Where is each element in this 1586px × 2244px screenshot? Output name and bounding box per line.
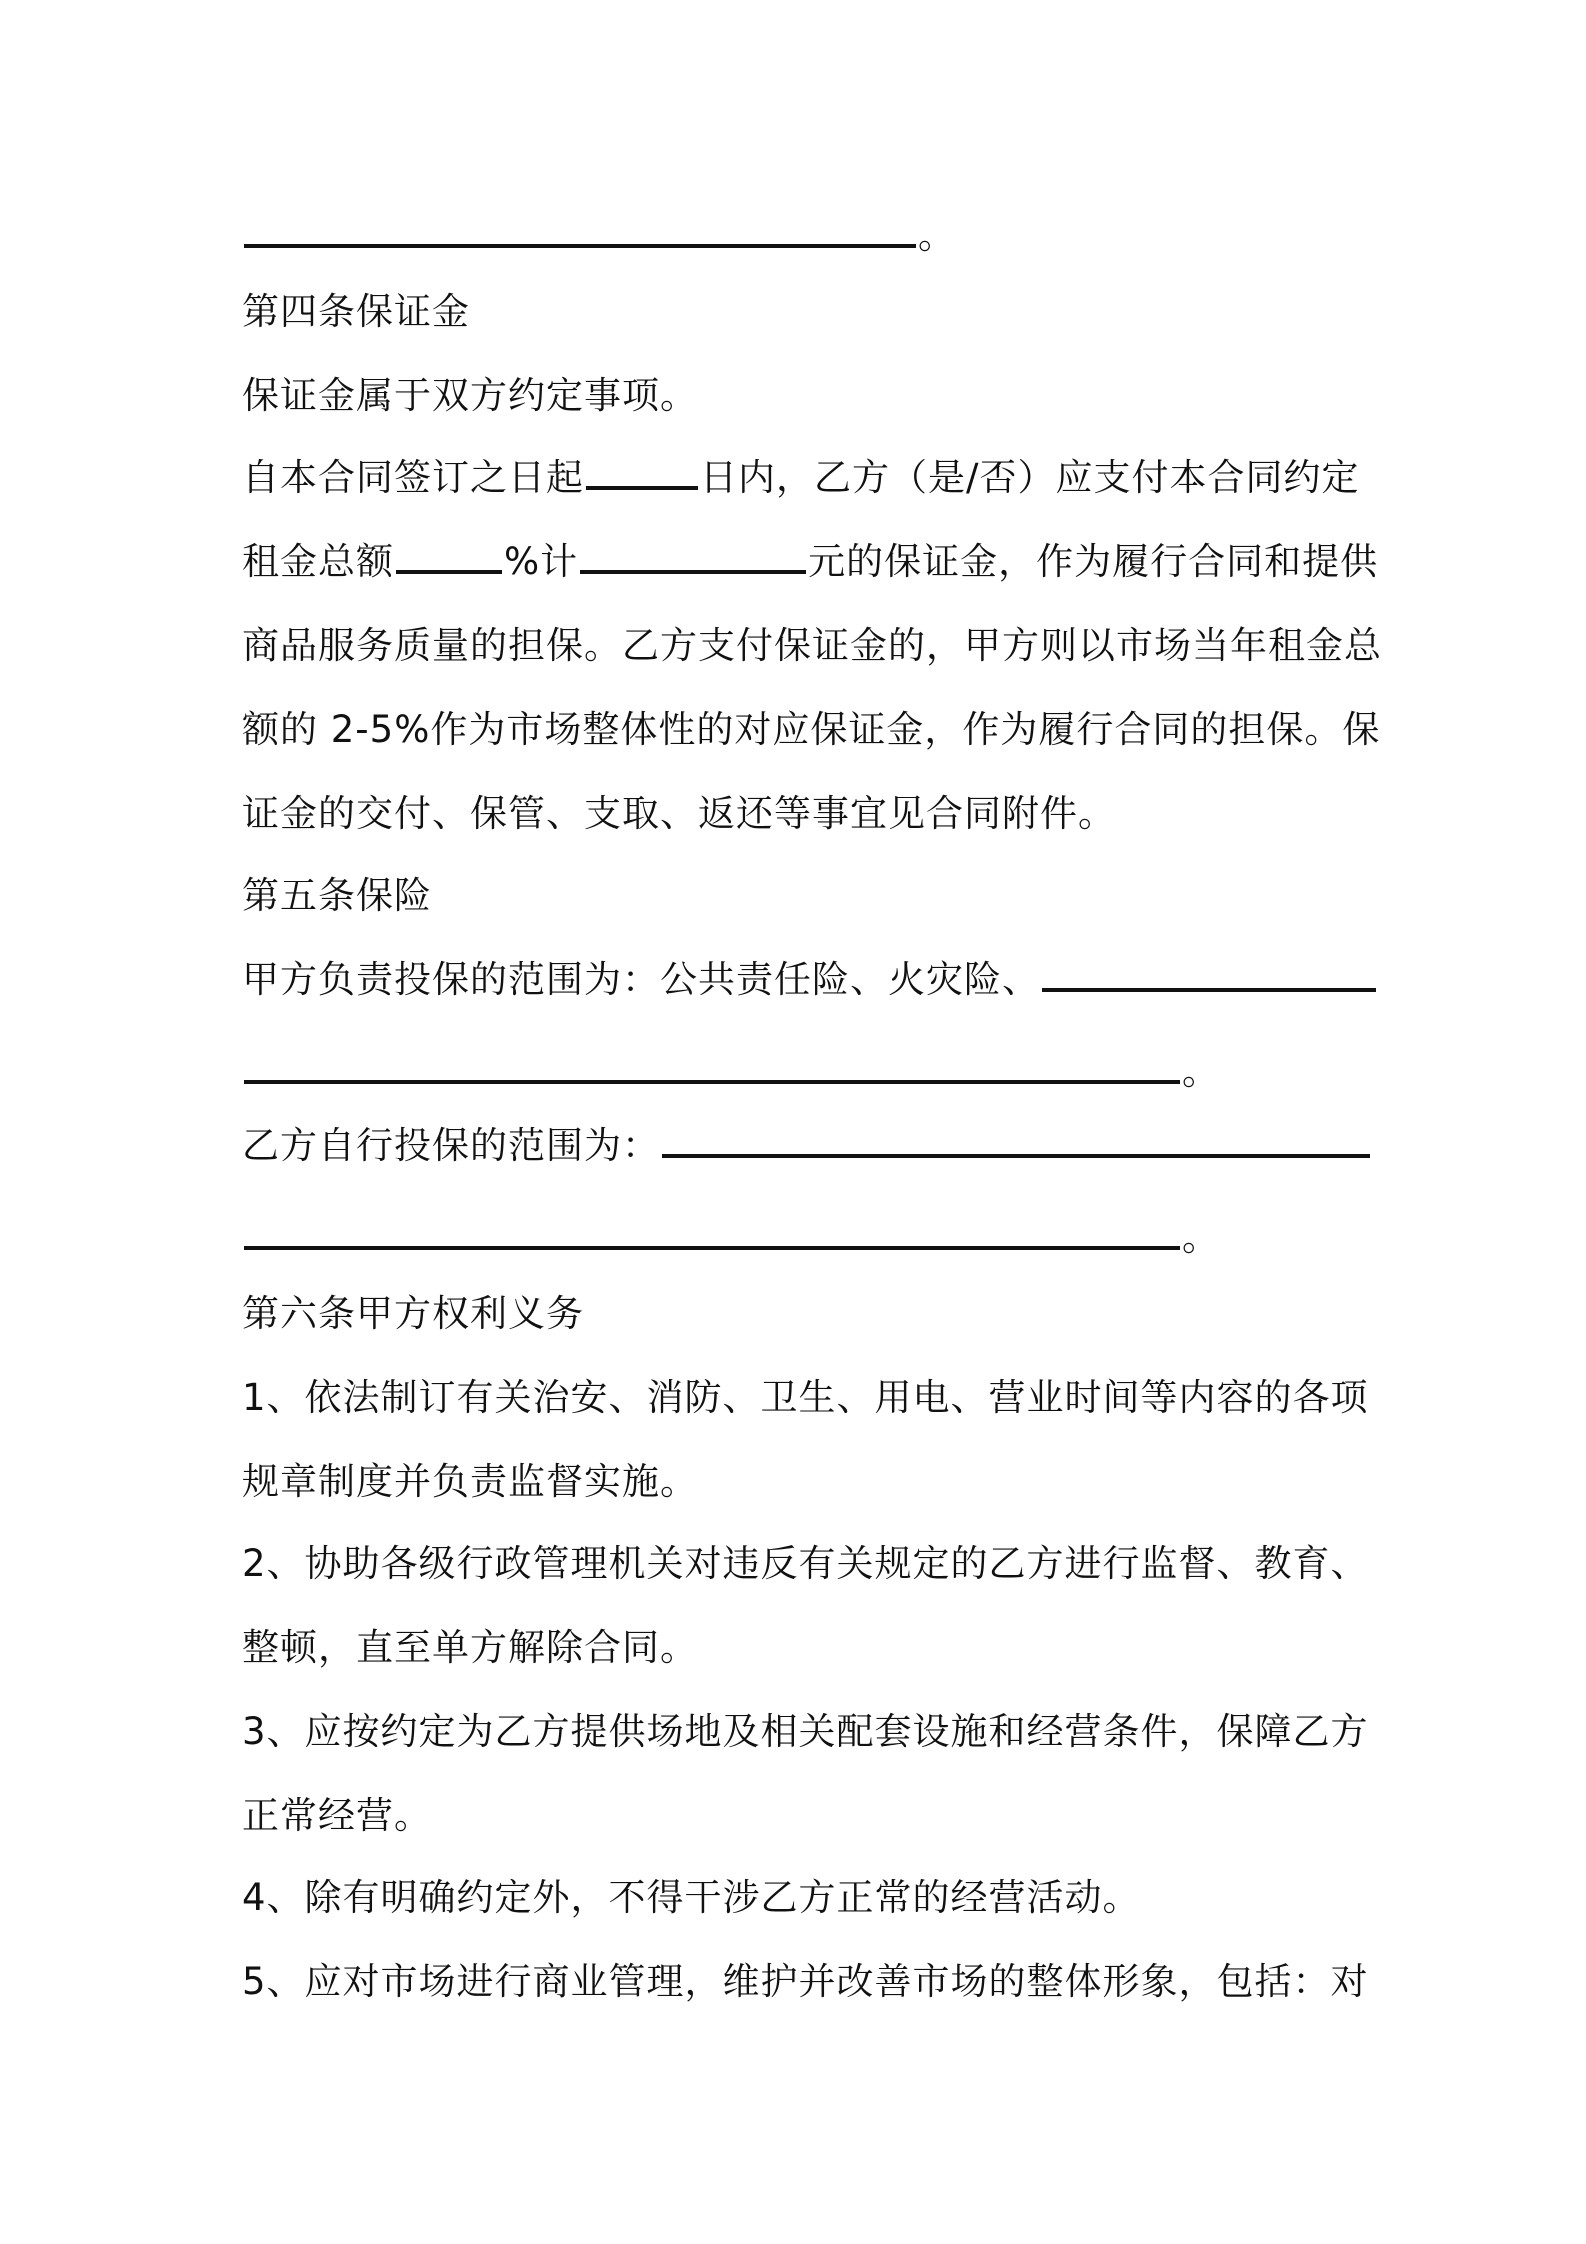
text-line [242,1356,1369,1440]
text-fragment: 额的 2-5%作为市场整体性的对应保证金，作为履行合同的担保。保 [242,708,1381,751]
text-fragment: 整顿，直至单方解除合同。 [242,1626,698,1669]
text-line [242,520,1379,604]
text-fragment: %计 [504,540,579,583]
text-fragment: 规章制度并负责监督实施。 [242,1460,698,1503]
text-fragment: 。 [1182,1216,1220,1259]
text-line [242,938,1352,1022]
text-fragment: 日内，乙方（是/否）应支付本合同约定 [700,456,1360,499]
text-line-blank [242,1196,1352,1280]
blank-underline [244,1208,1180,1250]
text-fragment: 元的保证金，作为履行合同和提供 [808,540,1379,583]
text-line [242,1606,1352,1690]
text-fragment: 自本合同签订之日起 [242,456,584,499]
text-fragment: 租金总额 [242,540,394,583]
text-line [242,436,1360,520]
text-fragment: 4、除有明确约定外，不得干涉乙方正常的经营活动。 [242,1876,1141,1919]
text-line [242,1856,1352,1940]
text-line [242,1522,1369,1606]
text-line [242,1440,1352,1524]
text-line [242,1104,1352,1188]
text-fragment: 正常经营。 [242,1794,432,1837]
text-fragment: 5、应对市场进行商业管理，维护并改善市场的整体形象，包括：对 [242,1960,1369,2003]
blank-underline [244,206,916,248]
section-heading [242,1272,1352,1356]
blank-underline [580,532,806,574]
text-fragment: 第五条保险 [242,874,432,917]
text-line [242,604,1382,688]
text-fragment: 1、依法制订有关治安、消防、卫生、用电、营业时间等内容的各项 [242,1376,1369,1419]
text-fragment: 第四条保证金 [242,290,470,333]
blank-underline [1042,950,1376,992]
text-line-blank [242,194,1352,278]
blank-underline [662,1116,1370,1158]
text-line [242,688,1381,772]
text-line [242,772,1352,856]
text-fragment: 。 [918,214,956,257]
text-line [242,1940,1369,2024]
text-fragment: 证金的交付、保管、支取、返还等事宜见合同附件。 [242,792,1116,835]
text-fragment: 3、应按约定为乙方提供场地及相关配套设施和经营条件，保障乙方 [242,1710,1369,1753]
section-heading [242,270,1352,354]
blank-underline [244,1042,1180,1084]
text-fragment: 甲方负责投保的范围为：公共责任险、火灾险、 [242,958,1040,1001]
text-fragment: 2、协助各级行政管理机关对违反有关规定的乙方进行监督、教育、 [242,1542,1369,1585]
text-fragment: 乙方自行投保的范围为： [242,1124,660,1167]
text-fragment: 保证金属于双方约定事项。 [242,374,698,417]
text-fragment: 。 [1182,1050,1220,1093]
text-fragment: 商品服务质量的担保。乙方支付保证金的，甲方则以市场当年租金总 [242,624,1382,667]
text-fragment: 第六条甲方权利义务 [242,1292,584,1335]
section-heading [242,854,1352,938]
text-line [242,1774,1352,1858]
text-line-blank [242,1030,1352,1114]
text-line [242,354,1352,438]
blank-underline [586,448,698,490]
text-line [242,1690,1369,1774]
blank-underline [396,532,502,574]
